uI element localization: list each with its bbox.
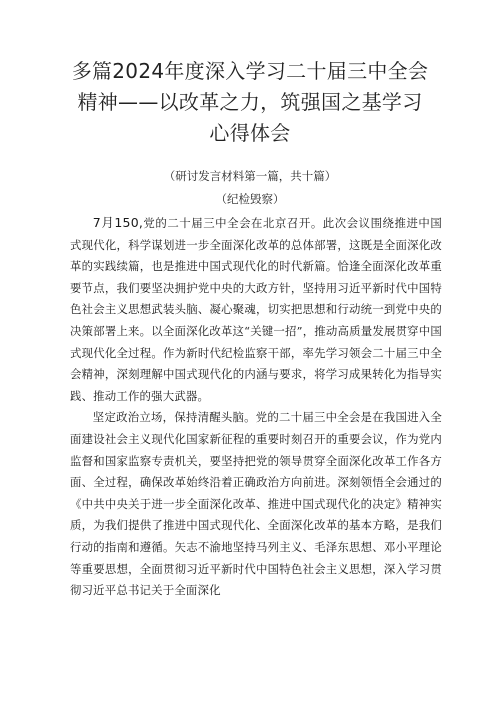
meeting-date: 7月150, [92, 215, 144, 230]
body-paragraph [70, 212, 442, 407]
document-title: 多篇2024年度深入学习二十届三中全会精神——以改革之力，筑强国之基学习心得体会 [71, 59, 429, 145]
paragraph-text: 党的二十届三中全会在北京召开。此次会议围绕推进中国式现代化，科学谋划进一步全面深化改革的总体部署，这既是全面深化改革的实践续篇，也是推进中国式现代化的时代新篇。恰逢全面深化改革重要节点，我们要坚决拥护党中央的大政方针，坚持用习近平新时代中国特色社会主义思想武装头脑、凝心聚魂，切实把思想和行动统一到党中央的决策部署上来。以全面深化改革这“关键一招”，推动高质量发展贯穿中国式现代化全过程。作为新时代纪检监察干部，率先学习领会二十届三中全会精神，深刻理解中国式现代化的内涵与要求，将学习成果转化为指导实践、推动工作的强大武器。 [70, 216, 442, 403]
body-paragraph: 坚定政治立场，保持清醒头脑。党的二十届三中全会是在我国进入全面建设社会主义现代化国家新征程的重要时刻召开的重要会议，作为党内监督和国家监察专责机关，要坚持把党的领导贯穿全面深化改革工作各方面、全过程，确保改革始终沿着正确政治方向前进。深刻领悟全会通过的《中共中央关于进一步全面深化改革、推进中国式现代化的决定》精神实质，为我们提供了推进中国式现代化、全面深化改革的基本方略，是我们行动的指南和遵循。矢志不渝地坚持马列主义、毛泽东思想、邓小平理论等重要思想，全面贯彻习近平新时代中国特色社会主义思想，深入学习贯彻习近平总书记关于全面深化 [70, 410, 442, 598]
document-subtitle-category: （纪检毁察） [215, 192, 285, 206]
document-subtitle-series: （研讨发言材料第一篇，共十篇） [163, 169, 337, 183]
document-body [70, 212, 442, 602]
